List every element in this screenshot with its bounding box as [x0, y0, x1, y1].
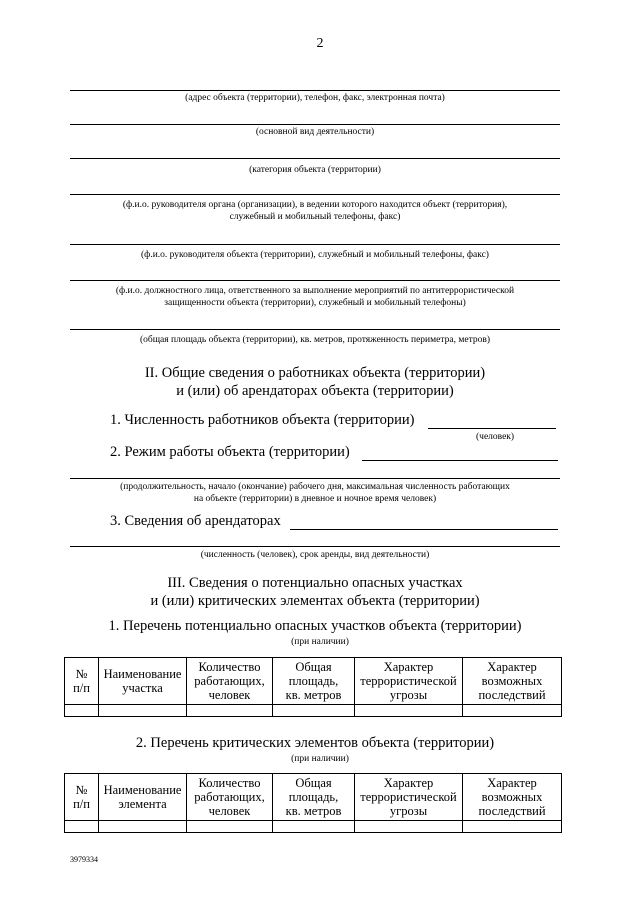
- table-header-row: [65, 658, 562, 705]
- activity-caption: (основной вид деятельности): [255, 127, 375, 137]
- table-cell: [99, 705, 187, 717]
- workers-count-label: 1. Численность работников объекта (территории): [110, 412, 415, 428]
- table-header-row: [65, 774, 562, 821]
- table-cell: [355, 705, 463, 717]
- tenants-line-2: [70, 546, 560, 547]
- table-cell: [273, 705, 355, 717]
- table-cell: [65, 705, 99, 717]
- table-cell: [99, 821, 187, 833]
- page-number: 2: [316, 36, 324, 51]
- table-cell: [463, 705, 562, 717]
- tenants-label: 3. Сведения об арендаторах: [110, 513, 281, 529]
- section2-heading-2: и (или) об арендаторах объекта (территории): [176, 383, 454, 399]
- work-mode-caption-2: на объекте (территории) в дневное и ночное время человек): [193, 494, 437, 504]
- official-caption-1: (ф.и.о. должностного лица, ответственного за выполнение мероприятий по антитеррористической: [115, 286, 515, 296]
- address-caption: (адрес объекта (территории), телефон, факс, электронная почта): [185, 93, 445, 103]
- tenants-line: [290, 529, 558, 530]
- table-row: [65, 821, 562, 833]
- area-line: [70, 329, 560, 330]
- work-mode-caption-1: (продолжительность, начало (окончание) рабочего дня, максимальная численность работающих: [120, 482, 510, 492]
- table-cell: [187, 705, 273, 717]
- work-mode-line: [362, 460, 558, 461]
- dangerous-areas-table: [64, 657, 562, 717]
- header-name: Наименование участка: [99, 658, 187, 705]
- work-mode-label: 2. Режим работы объекта (территории): [110, 444, 350, 460]
- category-line: [70, 158, 560, 159]
- address-line: [70, 90, 560, 91]
- object-head-caption: (ф.и.о. руководителя объекта (территории), служебный и мобильный телефоны, факс): [141, 250, 489, 260]
- header-consequences: Характер возможных последствий: [463, 774, 562, 821]
- header-workers: Количество работающих, человек: [187, 658, 273, 705]
- list1-note: (при наличии): [291, 637, 349, 647]
- section3-heading-2: и (или) критических элементах объекта (территории): [150, 593, 480, 609]
- activity-line: [70, 124, 560, 125]
- list2-title: 2. Перечень критических элементов объекта (территории): [135, 735, 495, 751]
- header-workers: Количество работающих, человек: [187, 774, 273, 821]
- table-cell: [187, 821, 273, 833]
- table-cell: [463, 821, 562, 833]
- header-threat: Характер террористической угрозы: [355, 774, 463, 821]
- workers-count-line: [428, 428, 556, 429]
- official-caption-2: защищенности объекта (территории), служебный и мобильный телефоны): [164, 298, 466, 308]
- table-cell: [65, 821, 99, 833]
- header-number: № п/п: [65, 658, 99, 705]
- document-code: 3979334: [70, 855, 98, 864]
- category-caption: (категория объекта (территории): [249, 165, 381, 175]
- header-consequences: Характер возможных последствий: [463, 658, 562, 705]
- org-head-line: [70, 194, 560, 195]
- list1-title: 1. Перечень потенциально опасных участков объекта (территории): [108, 618, 522, 634]
- org-head-caption-1: (ф.и.о. руководителя органа (организации), в ведении которого находится объект (территория),: [122, 200, 508, 210]
- tenants-caption: (численность (человек), срок аренды, вид деятельности): [200, 550, 430, 560]
- table-cell: [355, 821, 463, 833]
- table-cell: [273, 821, 355, 833]
- org-head-caption-2: служебный и мобильный телефоны, факс): [229, 212, 401, 222]
- work-mode-line-2: [70, 478, 560, 479]
- critical-elements-table: [64, 773, 562, 833]
- header-name: Наименование элемента: [99, 774, 187, 821]
- list2-note: (при наличии): [291, 754, 349, 764]
- object-head-line: [70, 244, 560, 245]
- table-row: [65, 705, 562, 717]
- header-area: Общая площадь, кв. метров: [273, 658, 355, 705]
- header-number: № п/п: [65, 774, 99, 821]
- area-caption: (общая площадь объекта (территории), кв. метров, протяженность периметра, метров): [139, 335, 491, 345]
- header-threat: Характер террористической угрозы: [355, 658, 463, 705]
- official-line: [70, 280, 560, 281]
- workers-count-unit: (человек): [476, 432, 515, 442]
- section2-heading-1: II. Общие сведения о работниках объекта (территории): [144, 365, 486, 381]
- section3-heading-1: III. Сведения о потенциально опасных участках: [167, 575, 463, 591]
- header-area: Общая площадь, кв. метров: [273, 774, 355, 821]
